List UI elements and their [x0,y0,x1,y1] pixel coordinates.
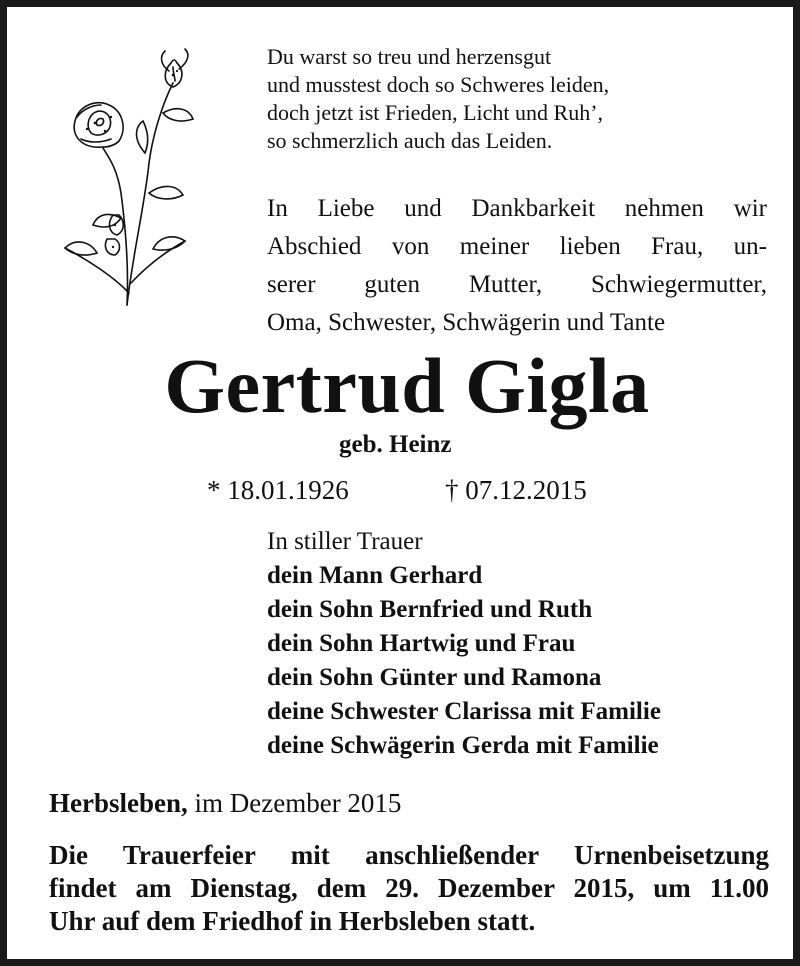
mourner-entry: dein Sohn Günter und Ramona [267,664,602,691]
date-text: im Dezember 2015 [194,788,402,818]
verse-line: und musstest doch so Schweres leiden, [267,72,610,97]
funeral-line: findet am Dienstag, dem 29. Dezember 2015, um 11.00 [49,873,769,903]
verse-line: Du warst so treu und herzensgut [267,44,552,69]
deceased-name: Gertrud Gigla [164,342,650,429]
roses-illustration-icon [45,43,205,308]
intro-line: serer guten Mutter, Schwiegermutter, [267,271,767,298]
intro-line: Abschied von meiner lieben Frau, un- [267,233,767,260]
mourners-heading: In stiller Trauer [267,528,423,555]
place-date-line [49,787,401,819]
funeral-line: Die Trauerfeier mit anschließender Urnenbeisetzung [49,840,769,870]
mourner-entry: dein Sohn Bernfried und Ruth [267,596,593,623]
birth-date: * 18.01.1926 [207,475,349,505]
mourner-entry: dein Mann Gerhard [267,562,483,589]
death-date: † 07.12.2015 [445,475,587,505]
verse-line: doch jetzt ist Frieden, Licht und Ruh’, [267,100,604,125]
funeral-line: Uhr auf dem Friedhof in Herbsleben statt. [49,906,536,936]
intro-line: Oma, Schwester, Schwägerin und Tante [267,309,666,336]
funeral-notice [49,839,769,938]
verse-line: so schmerzlich auch das Leiden. [267,128,553,153]
maiden-name: geb. Heinz [339,431,452,458]
farewell-intro [267,190,767,342]
memorial-verse [267,43,767,155]
intro-line: In Liebe und Dankbarkeit nehmen wir [267,195,767,222]
mourners-list [267,525,787,763]
place-name: Herbsleben, [49,788,188,818]
mourner-entry: dein Sohn Hartwig und Frau [267,630,576,657]
mourner-entry: deine Schwester Clarissa mit Familie [267,698,661,725]
mourner-entry: deine Schwägerin Gerda mit Familie [267,732,659,759]
